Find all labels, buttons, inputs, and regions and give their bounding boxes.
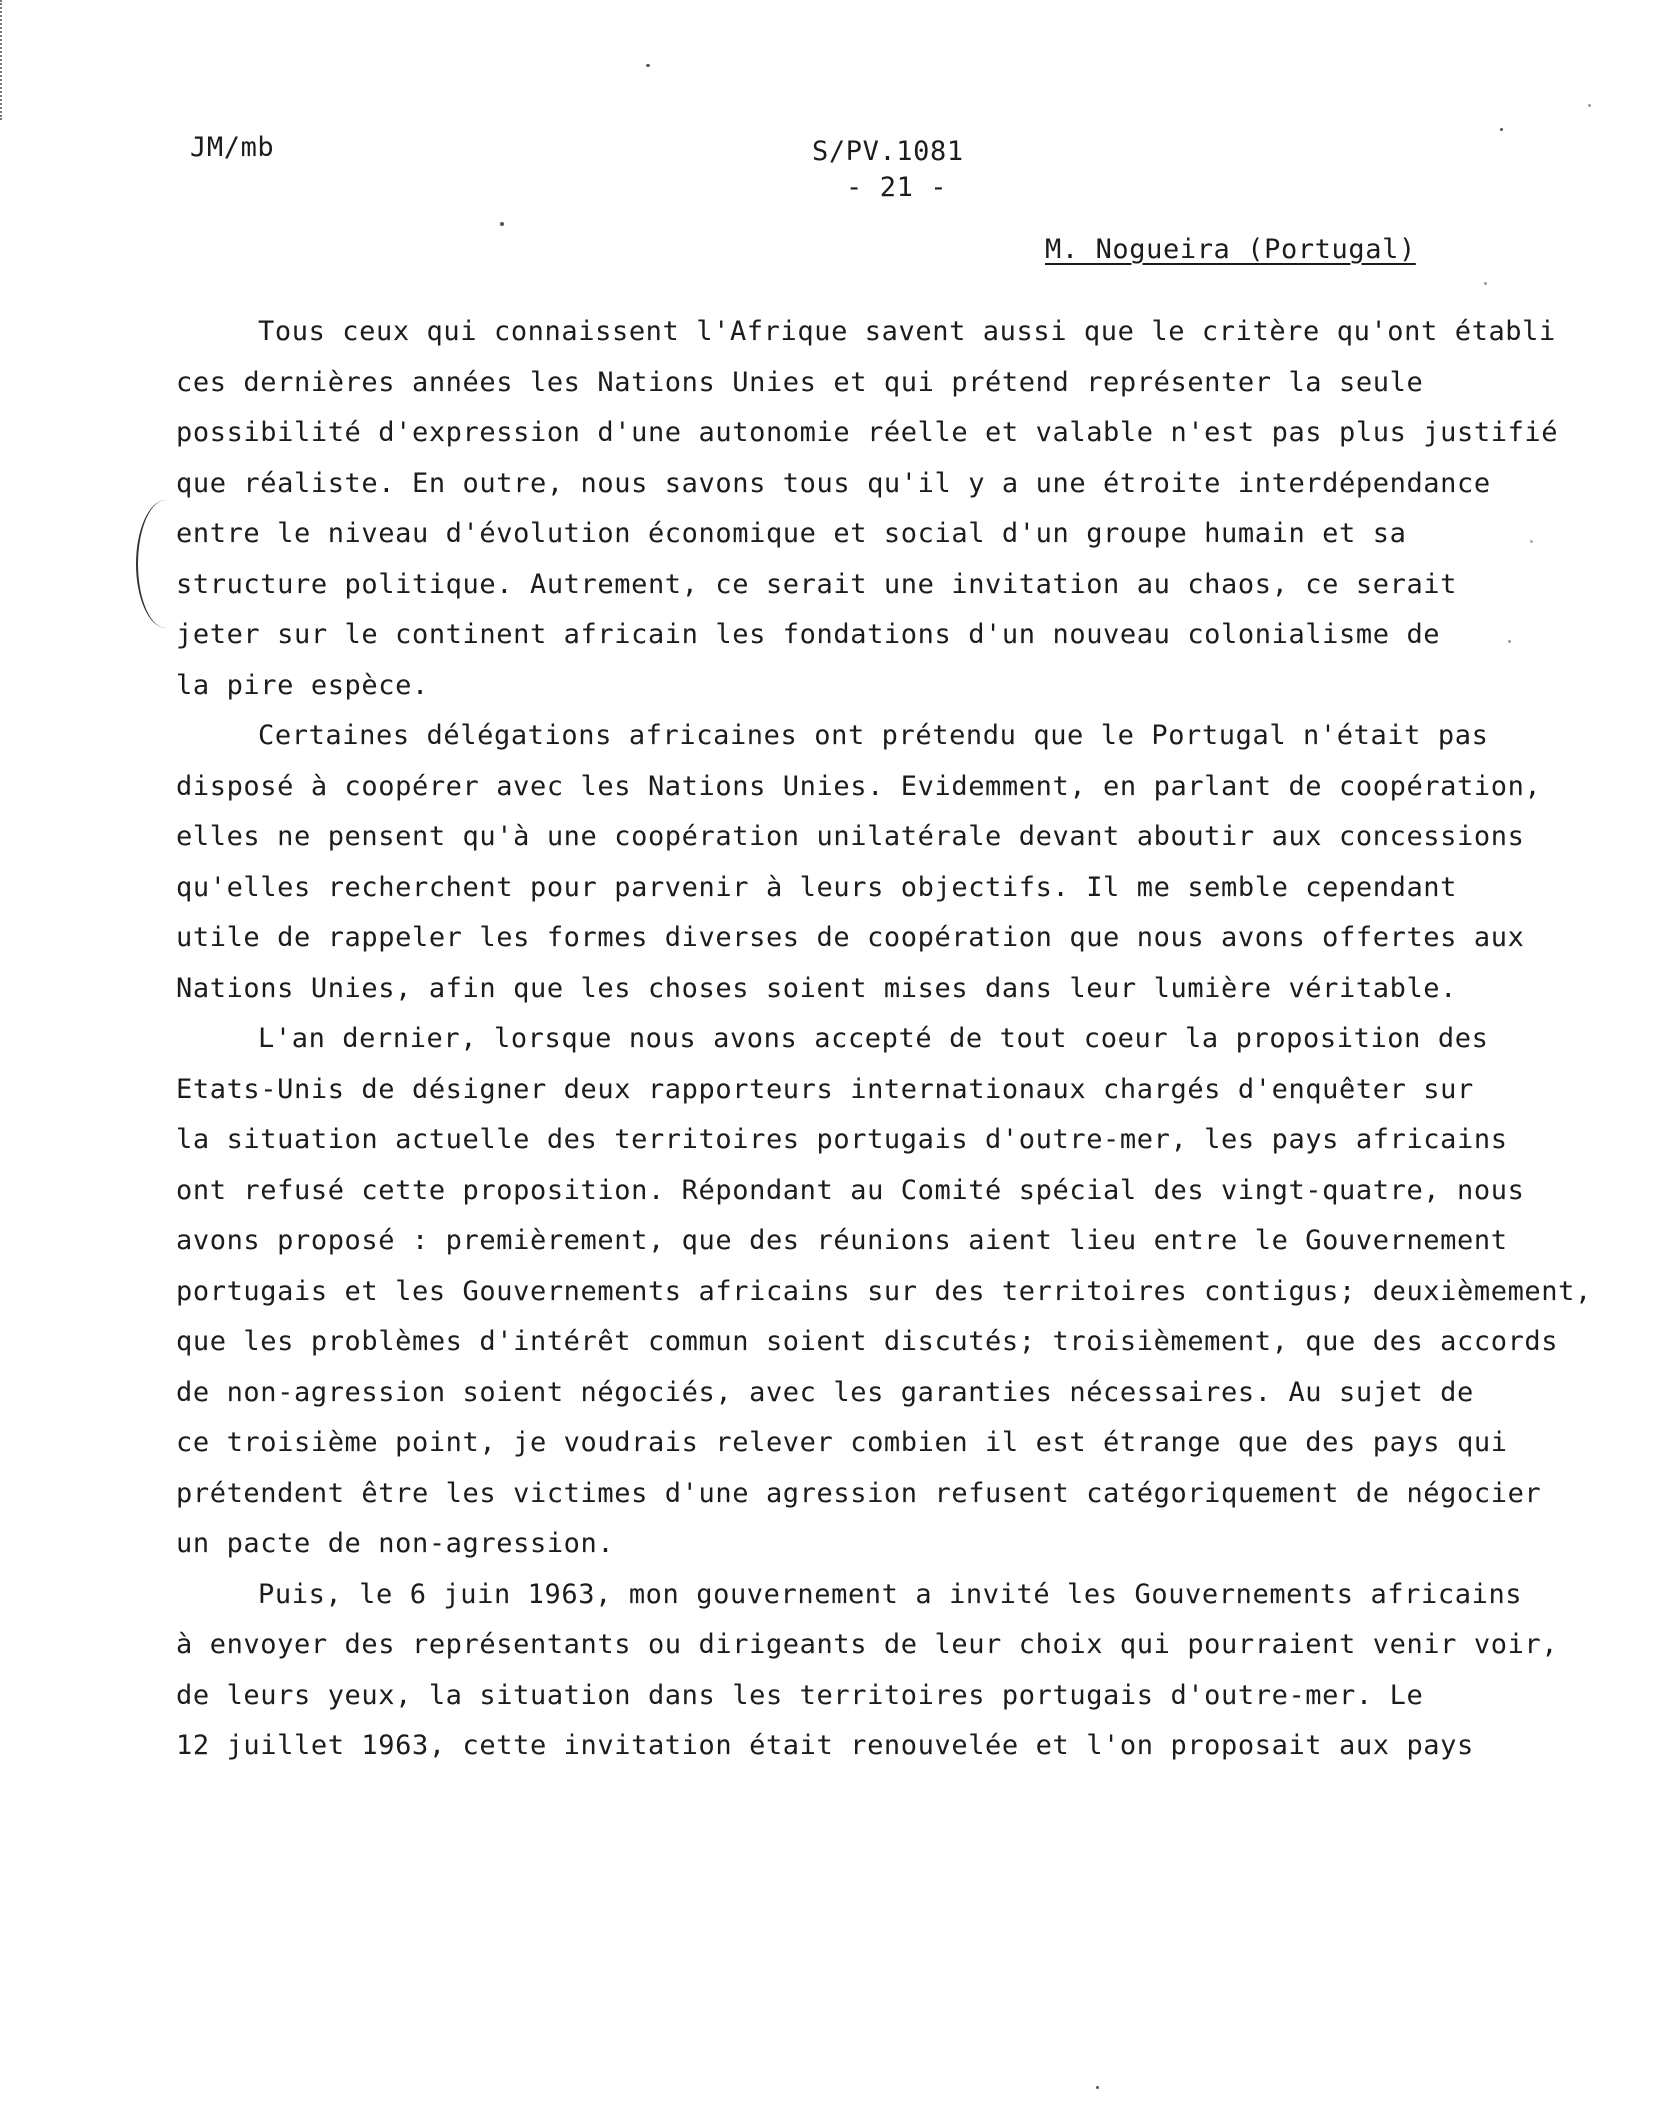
text-line: utile de rappeler les formes diverses de coopération que nous avons offertes aux: [176, 922, 1525, 953]
text-line: Etats-Unis de désigner deux rapporteurs internationaux chargés d'enquêter sur: [176, 1073, 1474, 1105]
text-line: Tous ceux qui connaissent l'Afrique savent aussi que le critère qu'ont établi: [258, 316, 1556, 347]
scan-speck: [1484, 282, 1487, 285]
text-line: ces dernières années les Nations Unies et qui prétend représenter la seule: [176, 366, 1424, 398]
typist-initials: JM/mb: [190, 132, 275, 163]
text-line: Nations Unies, afin que les choses soient mises dans leur lumière véritable.: [176, 972, 1458, 1004]
scan-speck: [1588, 104, 1591, 107]
text-line: Puis, le 6 juin 1963, mon gouvernement a invité les Gouvernements africains: [258, 1578, 1523, 1610]
text-line: prétendent être les victimes d'une agression refusent catégoriquement de négocier: [176, 1477, 1542, 1509]
text-line: possibilité d'expression d'une autonomie réelle et valable n'est pas plus justifié: [176, 417, 1559, 448]
text-line: que réaliste. En outre, nous savons tous qu'il y a une étroite interdépendance: [176, 467, 1491, 499]
text-line: de non-agression soient négociés, avec les garanties nécessaires. Au sujet de: [176, 1376, 1474, 1408]
paragraph-1: [176, 307, 1606, 711]
text-line: à envoyer des représentants ou dirigeants de leur choix qui pourraient venir voir,: [176, 1629, 1559, 1660]
text-line: portugais et les Gouvernements africains sur des territoires contigus; deuxièmement,: [176, 1275, 1592, 1307]
text-line: elles ne pensent qu'à une coopération unilatérale devant aboutir aux concessions: [176, 821, 1525, 852]
text-line: Certaines délégations africaines ont prétendu que le Portugal n'était pas: [258, 720, 1489, 751]
scan-speck: [1508, 640, 1511, 643]
text-line: qu'elles recherchent pour parvenir à leurs objectifs. Il me semble cependant: [176, 871, 1458, 903]
page-number: - 21 -: [846, 172, 948, 203]
scan-speck: [1500, 128, 1503, 131]
text-line: ce troisième point, je voudrais relever combien il est étrange que des pays qui: [176, 1427, 1508, 1458]
body-text: [176, 307, 1606, 1772]
text-line: 12 juillet 1963, cette invitation était renouvelée et l'on proposait aux pays: [176, 1730, 1474, 1761]
text-line: la pire espèce.: [176, 669, 429, 701]
text-line: avons proposé : premièrement, que des réunions aient lieu entre le Gouvernement: [176, 1225, 1508, 1256]
document-reference: S/PV.1081: [812, 136, 964, 167]
text-line: que les problèmes d'intérêt commun soient discutés; troisièmement, que des accords: [176, 1326, 1559, 1357]
text-line: jeter sur le continent africain les fondations d'un nouveau colonialisme de: [176, 619, 1441, 650]
scan-speck: [500, 222, 504, 226]
scan-edge-mark: [0, 0, 7, 120]
margin-bracket-mark: [136, 500, 174, 628]
scan-speck: [1530, 540, 1533, 543]
paragraph-2: [176, 711, 1606, 1014]
text-line: un pacte de non-agression.: [176, 1528, 615, 1559]
paragraph-3: [176, 1014, 1606, 1570]
text-line: ont refusé cette proposition. Répondant au Comité spécial des vingt-quatre, nous: [176, 1174, 1525, 1206]
text-line: L'an dernier, lorsque nous avons accepté de tout coeur la proposition des: [258, 1023, 1489, 1054]
paragraph-4: [176, 1570, 1606, 1772]
scan-speck: [646, 64, 650, 67]
text-line: disposé à coopérer avec les Nations Unies. Evidemment, en parlant de coopération,: [176, 770, 1542, 802]
text-line: entre le niveau d'évolution économique et social d'un groupe humain et sa: [176, 518, 1407, 549]
text-line: structure politique. Autrement, ce serait une invitation au chaos, ce serait: [176, 568, 1458, 600]
speaker-heading: M. Nogueira (Portugal): [1045, 234, 1416, 265]
scan-speck: [1096, 2086, 1099, 2089]
text-line: la situation actuelle des territoires portugais d'outre-mer, les pays africains: [176, 1124, 1508, 1155]
text-line: de leurs yeux, la situation dans les territoires portugais d'outre-mer. Le: [176, 1679, 1424, 1711]
